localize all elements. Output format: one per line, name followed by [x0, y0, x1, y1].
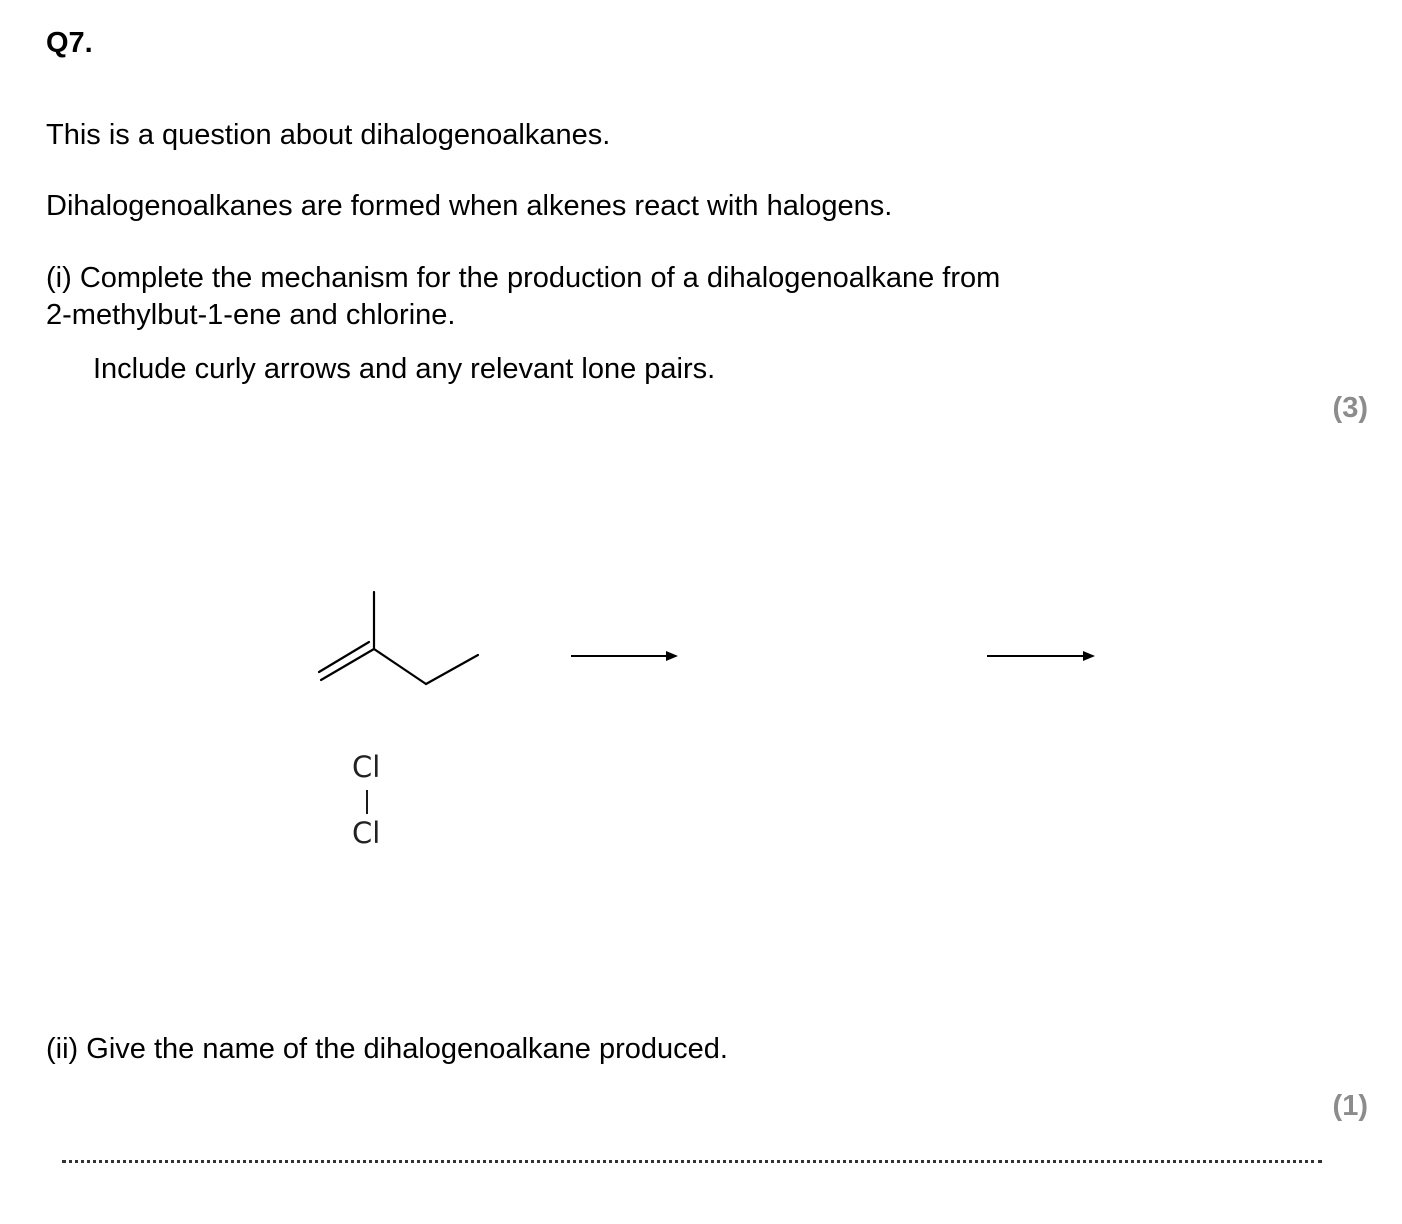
- chlorine-atom-bottom: Cl: [352, 816, 381, 850]
- reaction-arrow-2: [987, 651, 1095, 661]
- question-number: Q7.: [46, 27, 93, 59]
- part-i-line-2: 2-methylbut-1-ene and chlorine.: [46, 299, 456, 331]
- ethyl-bond-2: [426, 655, 478, 684]
- alkene-skeletal-structure: [319, 592, 478, 684]
- question-context: Dihalogenoalkanes are formed when alkenes react with halogens.: [46, 190, 893, 222]
- double-bond-outer: [321, 649, 374, 680]
- question-intro: This is a question about dihalogenoalkanes.: [46, 119, 611, 151]
- reaction-arrow-1: [571, 651, 678, 661]
- part-i-instruction: Include curly arrows and any relevant lone pairs.: [93, 353, 716, 385]
- answer-line[interactable]: [62, 1160, 1322, 1163]
- part-ii-prompt: (ii) Give the name of the dihalogenoalkane produced.: [46, 1033, 728, 1065]
- double-bond-inner: [319, 642, 369, 672]
- part-i-line-1: (i) Complete the mechanism for the production of a dihalogenoalkane from: [46, 262, 1001, 294]
- ethyl-bond-1: [374, 649, 426, 684]
- part-i-prompt: [46, 260, 1000, 334]
- part-ii-marks: (1): [1332, 1090, 1368, 1122]
- part-i-marks: (3): [1332, 392, 1368, 424]
- chlorine-atom-top: Cl: [352, 750, 381, 784]
